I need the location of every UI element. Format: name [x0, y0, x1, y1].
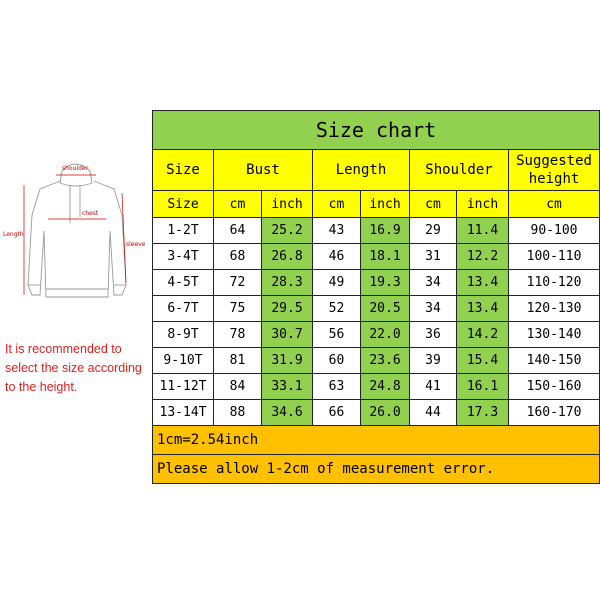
sleeve-label: sleeve: [126, 241, 146, 248]
table-cell: 34: [410, 270, 457, 296]
table-cell: 49: [313, 270, 361, 296]
table-cell: 66: [313, 400, 361, 426]
shoulder-label: shoulder: [62, 165, 89, 172]
table-cell: 68: [214, 244, 262, 270]
table-cell: 90-100: [509, 218, 600, 244]
hoodie-outline-icon: [0, 155, 150, 325]
table-cell: 56: [313, 322, 361, 348]
table-cell: 13-14T: [153, 400, 214, 426]
table-cell: 43: [313, 218, 361, 244]
table-cell: 28.3: [262, 270, 313, 296]
title-row: [153, 111, 600, 150]
table-cell: 41: [410, 374, 457, 400]
table-cell: 30.7: [262, 322, 313, 348]
table-cell: 14.2: [457, 322, 509, 348]
unit-cm: cm: [410, 191, 457, 218]
table-cell: 12.2: [457, 244, 509, 270]
size-chart-table: [152, 110, 600, 484]
table-cell: 63: [313, 374, 361, 400]
table-cell: 39: [410, 348, 457, 374]
table-cell: 64: [214, 218, 262, 244]
table-cell: 18.1: [361, 244, 410, 270]
table-row: [153, 270, 600, 296]
table-cell: 15.4: [457, 348, 509, 374]
table-cell: 52: [313, 296, 361, 322]
table-cell: 6-7T: [153, 296, 214, 322]
header-shoulder: Shoulder: [410, 150, 509, 191]
header-size: Size: [153, 150, 214, 191]
table-cell: 60: [313, 348, 361, 374]
table-cell: 24.8: [361, 374, 410, 400]
table-cell: 34: [410, 296, 457, 322]
table-row: [153, 322, 600, 348]
table-cell: 75: [214, 296, 262, 322]
unit-row: [153, 191, 600, 218]
table-cell: 9-10T: [153, 348, 214, 374]
table-cell: 72: [214, 270, 262, 296]
unit-inch: inch: [457, 191, 509, 218]
size-recommendation-note: It is recommended to select the size according to the height.: [5, 342, 142, 394]
table-row: [153, 244, 600, 270]
table-cell: 150-160: [509, 374, 600, 400]
table-cell: 34.6: [262, 400, 313, 426]
table-row: [153, 296, 600, 322]
table-cell: 16.1: [457, 374, 509, 400]
table-cell: 31.9: [262, 348, 313, 374]
table-cell: 4-5T: [153, 270, 214, 296]
table-cell: 1-2T: [153, 218, 214, 244]
table-cell: 11-12T: [153, 374, 214, 400]
table-cell: 3-4T: [153, 244, 214, 270]
table-cell: 19.3: [361, 270, 410, 296]
hoodie-diagram: [0, 155, 150, 325]
table-cell: 11.4: [457, 218, 509, 244]
table-cell: 140-150: [509, 348, 600, 374]
table-cell: 130-140: [509, 322, 600, 348]
table-cell: 20.5: [361, 296, 410, 322]
table-cell: 46: [313, 244, 361, 270]
unit-cm: cm: [214, 191, 262, 218]
table-cell: 110-120: [509, 270, 600, 296]
unit-cm: cm: [313, 191, 361, 218]
table-cell: 81: [214, 348, 262, 374]
table-cell: 33.1: [262, 374, 313, 400]
chest-label: chest: [82, 210, 99, 217]
table-cell: 84: [214, 374, 262, 400]
table-cell: 29.5: [262, 296, 313, 322]
table-cell: 26.8: [262, 244, 313, 270]
header-row: [153, 150, 600, 191]
table-cell: 8-9T: [153, 322, 214, 348]
table-cell: 17.3: [457, 400, 509, 426]
table-cell: 26.0: [361, 400, 410, 426]
chart-title: Size chart: [153, 111, 600, 150]
conversion-note: 1cm=2.54inch: [153, 426, 600, 455]
conversion-row: [153, 426, 600, 455]
error-row: [153, 455, 600, 484]
table-row: [153, 218, 600, 244]
table-cell: 36: [410, 322, 457, 348]
measurement-error-note: Please allow 1-2cm of measurement error.: [153, 455, 600, 484]
table-cell: 44: [410, 400, 457, 426]
table-cell: 160-170: [509, 400, 600, 426]
table-row: [153, 374, 600, 400]
length-label: Length: [3, 231, 24, 238]
header-bust: Bust: [214, 150, 313, 191]
table-cell: 31: [410, 244, 457, 270]
unit-inch: inch: [262, 191, 313, 218]
table-cell: 16.9: [361, 218, 410, 244]
unit-size: Size: [153, 191, 214, 218]
table-cell: 120-130: [509, 296, 600, 322]
unit-inch: inch: [361, 191, 410, 218]
table-cell: 25.2: [262, 218, 313, 244]
table-row: [153, 348, 600, 374]
table-cell: 88: [214, 400, 262, 426]
table-cell: 13.4: [457, 296, 509, 322]
header-suggested-height: Suggested height: [509, 150, 600, 191]
table-cell: 100-110: [509, 244, 600, 270]
table-cell: 78: [214, 322, 262, 348]
table-row: [153, 400, 600, 426]
table-cell: 22.0: [361, 322, 410, 348]
table-cell: 29: [410, 218, 457, 244]
table-cell: 13.4: [457, 270, 509, 296]
header-length: Length: [313, 150, 410, 191]
table-cell: 23.6: [361, 348, 410, 374]
unit-cm: cm: [509, 191, 600, 218]
